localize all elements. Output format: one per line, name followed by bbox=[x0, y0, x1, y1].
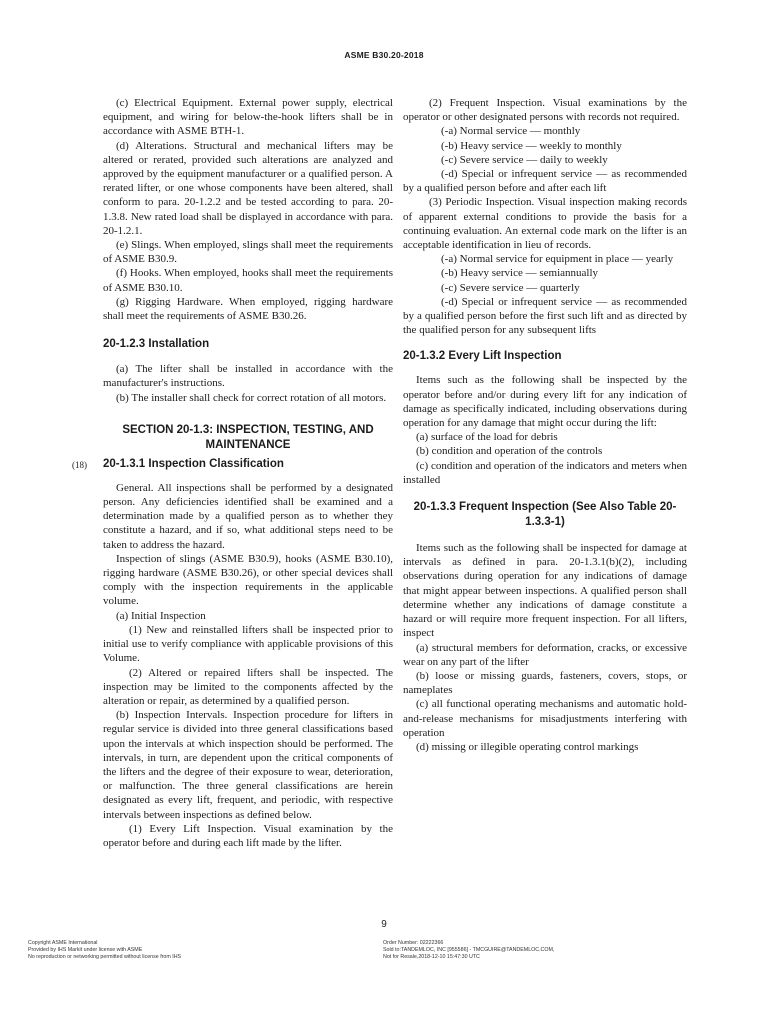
paragraph-initial-altered-lifters: (2) Altered or repaired lifters shall be inspected. The inspection may be limited to the components affected by the alteration or repair, as determined by a qualified person. bbox=[103, 666, 393, 707]
heading-installation: 20-1.2.3 Installation bbox=[103, 338, 210, 351]
paragraph-periodic-inspection: (3) Periodic Inspection. Visual inspection making records of apparent external conditions to provide the basis for a continuing evaluation. An external code mark on the lifter is an acceptable identification in lieu of records. bbox=[403, 196, 687, 252]
footer-order-line: Not for Resale,2018-12-10 15:47:30 UTC bbox=[383, 954, 480, 960]
list-item-heavy-weekly: (-b) Heavy service — weekly to monthly bbox=[441, 139, 622, 152]
paragraph-initial-new-lifters: (1) New and reinstalled lifters shall be inspected prior to initial use to verify compliance with applicable provisions of this Volume. bbox=[103, 623, 393, 665]
section-title bbox=[103, 423, 393, 453]
list-item-severe-quarterly: (-c) Severe service — quarterly bbox=[441, 281, 580, 294]
paragraph-hooks: (f) Hooks. When employed, hooks shall meet the requirements of ASME B30.10. bbox=[103, 267, 393, 294]
list-item-severe-daily: (-c) Severe service — daily to weekly bbox=[441, 153, 608, 166]
heading-every-lift-inspection: 20-1.3.2 Every Lift Inspection bbox=[403, 350, 562, 363]
paragraph-special-devices: Inspection of slings (ASME B30.9), hooks (ASME B30.10), rigging hardware (ASME B30.26), or other special devices shall comply with the inspection requirements in the applicable volume. bbox=[103, 552, 393, 608]
list-item-special-first-lift: (-d) Special or infrequent service — as recommended by a qualified person before the first such lift and as directed by the qualified person for any subsequent lifts bbox=[403, 295, 687, 337]
right-column bbox=[403, 96, 687, 754]
paragraph-slings: (e) Slings. When employed, slings shall meet the requirements of ASME B30.9. bbox=[103, 239, 393, 266]
footer-copyright-line: No reproduction or networking permitted without license from IHS bbox=[28, 954, 182, 960]
footer-order-line: Sold to:TANDEMLOC, INC [955586] - TMCGUIRE@TANDEMLOC.COM, bbox=[383, 947, 555, 953]
heading-inspection-classification-text: 20-1.3.1 Inspection Classification bbox=[103, 457, 284, 470]
left-column bbox=[72, 96, 393, 850]
list-item-indicators: (c) condition and operation of the indicators and meters when installed bbox=[403, 459, 687, 486]
list-item-guards-fasteners: (b) loose or missing guards, fasteners, covers, stops, or nameplates bbox=[403, 669, 687, 697]
paragraph-install-rotation: (b) The installer shall check for correct rotation of all motors. bbox=[116, 391, 387, 404]
heading-inspection-classification bbox=[72, 457, 393, 472]
paragraph-alterations: (d) Alterations. Structural and mechanical lifters may be altered or rerated, provided such alterations are analyzed and approved by the equipment manufacturer or a qualified person. A rerated lifter, or one whose components have been altered, shall conform to para. 20-1.2.2 and be tested according to para. 20-1.3.8. New rated load shall be displayed in accordance with para. 20-1.2.1. bbox=[103, 139, 393, 237]
list-item-operating-mechanisms: (c) all functional operating mechanisms and automatic hold-and-release mechanisms for misadjustments interfering with operation bbox=[403, 698, 687, 739]
paragraph-install-instructions: (a) The lifter shall be installed in accordance with the manufacturer's instructions. bbox=[103, 363, 393, 390]
revision-marker: (18) bbox=[72, 459, 87, 470]
heading-frequent-inspection-line-2: 1.3.3-1) bbox=[525, 516, 565, 529]
heading-frequent-inspection bbox=[403, 500, 687, 530]
footer-order-line: Order Number: 02222366 bbox=[383, 940, 444, 946]
paragraph-inspection-intervals: (b) Inspection Intervals. Inspection procedure for lifters in regular service is divided into three general classifications based upon the intervals at which inspection should be performed. The intervals, in turn, are dependent upon the critical components of the lifters and the degree of their exposure to wear, deterioration, or malfunction. The three general classifications are herein designated as every lift, frequent, and periodic, with respective intervals between inspections as defined below. bbox=[103, 709, 393, 821]
list-item-load-surface: (a) surface of the load for debris bbox=[416, 431, 558, 444]
paragraph-every-lift-items: Items such as the following shall be inspected by the operator before and/or during every lift for any indication of damage as specifically indicated, including observations during operation for any damage that might occur during the lift: bbox=[403, 374, 687, 430]
heading-frequent-inspection-line-1: 20-1.3.3 Frequent Inspection (See Also Table 20- bbox=[413, 501, 677, 514]
footer-copyright bbox=[28, 940, 181, 961]
list-item-special-each-lift: (-d) Special or infrequent service — as recommended by a qualified person before and after each lift bbox=[403, 168, 687, 195]
list-item-normal-monthly: (-a) Normal service — monthly bbox=[441, 125, 581, 138]
page-number: 9 bbox=[381, 919, 387, 930]
list-item-normal-yearly: (-a) Normal service for equipment in place — yearly bbox=[441, 253, 674, 266]
paragraph-electrical-equipment: (c) Electrical Equipment. External power supply, electrical equipment, and wiring for below-the-hook lifters shall be in accordance with ASME BTH-1. bbox=[103, 97, 393, 138]
paragraph-every-lift-inspection: (1) Every Lift Inspection. Visual examination by the operator before and during each lift made by the lifter. bbox=[103, 822, 393, 849]
list-item-controls: (b) condition and operation of the controls bbox=[416, 445, 603, 458]
paragraph-rigging-hardware: (g) Rigging Hardware. When employed, rigging hardware shall meet the requirements of ASME B30.26. bbox=[103, 295, 393, 323]
section-title-line-1: SECTION 20-1.3: INSPECTION, TESTING, AND bbox=[122, 423, 374, 436]
list-item-heavy-semiannually: (-b) Heavy service — semiannually bbox=[441, 267, 598, 280]
footer-copyright-line: Provided by IHS Markit under license with ASME bbox=[28, 947, 143, 953]
list-item-control-markings: (d) missing or illegible operating control markings bbox=[416, 740, 639, 753]
section-title-line-2: MAINTENANCE bbox=[205, 438, 291, 451]
paragraph-general: General. All inspections shall be performed by a designated person. Any deficiencies identified shall be examined and a determination made by a qualified person as to whether they constitute a hazard, and if so, what additional steps need to be taken to address the hazard. bbox=[103, 481, 393, 551]
footer-order-info bbox=[383, 940, 554, 961]
document-header: ASME B30.20-2018 bbox=[344, 50, 424, 60]
paragraph-frequent-inspection: (2) Frequent Inspection. Visual examinations by the operator or other designated persons with records not required. bbox=[403, 97, 687, 124]
list-item-structural-members: (a) structural members for deformation, cracks, or excessive wear on any part of the lifter bbox=[403, 641, 687, 668]
paragraph-frequent-items: Items such as the following shall be inspected for damage at intervals as defined in para. 20-1.3.1(b)(2), including observations during operation for any indications of damage that might appear between inspections. A qualified person shall determine whether any indications of damage constitute a hazard or will require more frequent inspection. For all lifters, inspect bbox=[403, 542, 687, 640]
footer-copyright-line: Copyright ASME International bbox=[28, 940, 98, 946]
paragraph-initial-inspection: (a) Initial Inspection bbox=[116, 609, 206, 622]
